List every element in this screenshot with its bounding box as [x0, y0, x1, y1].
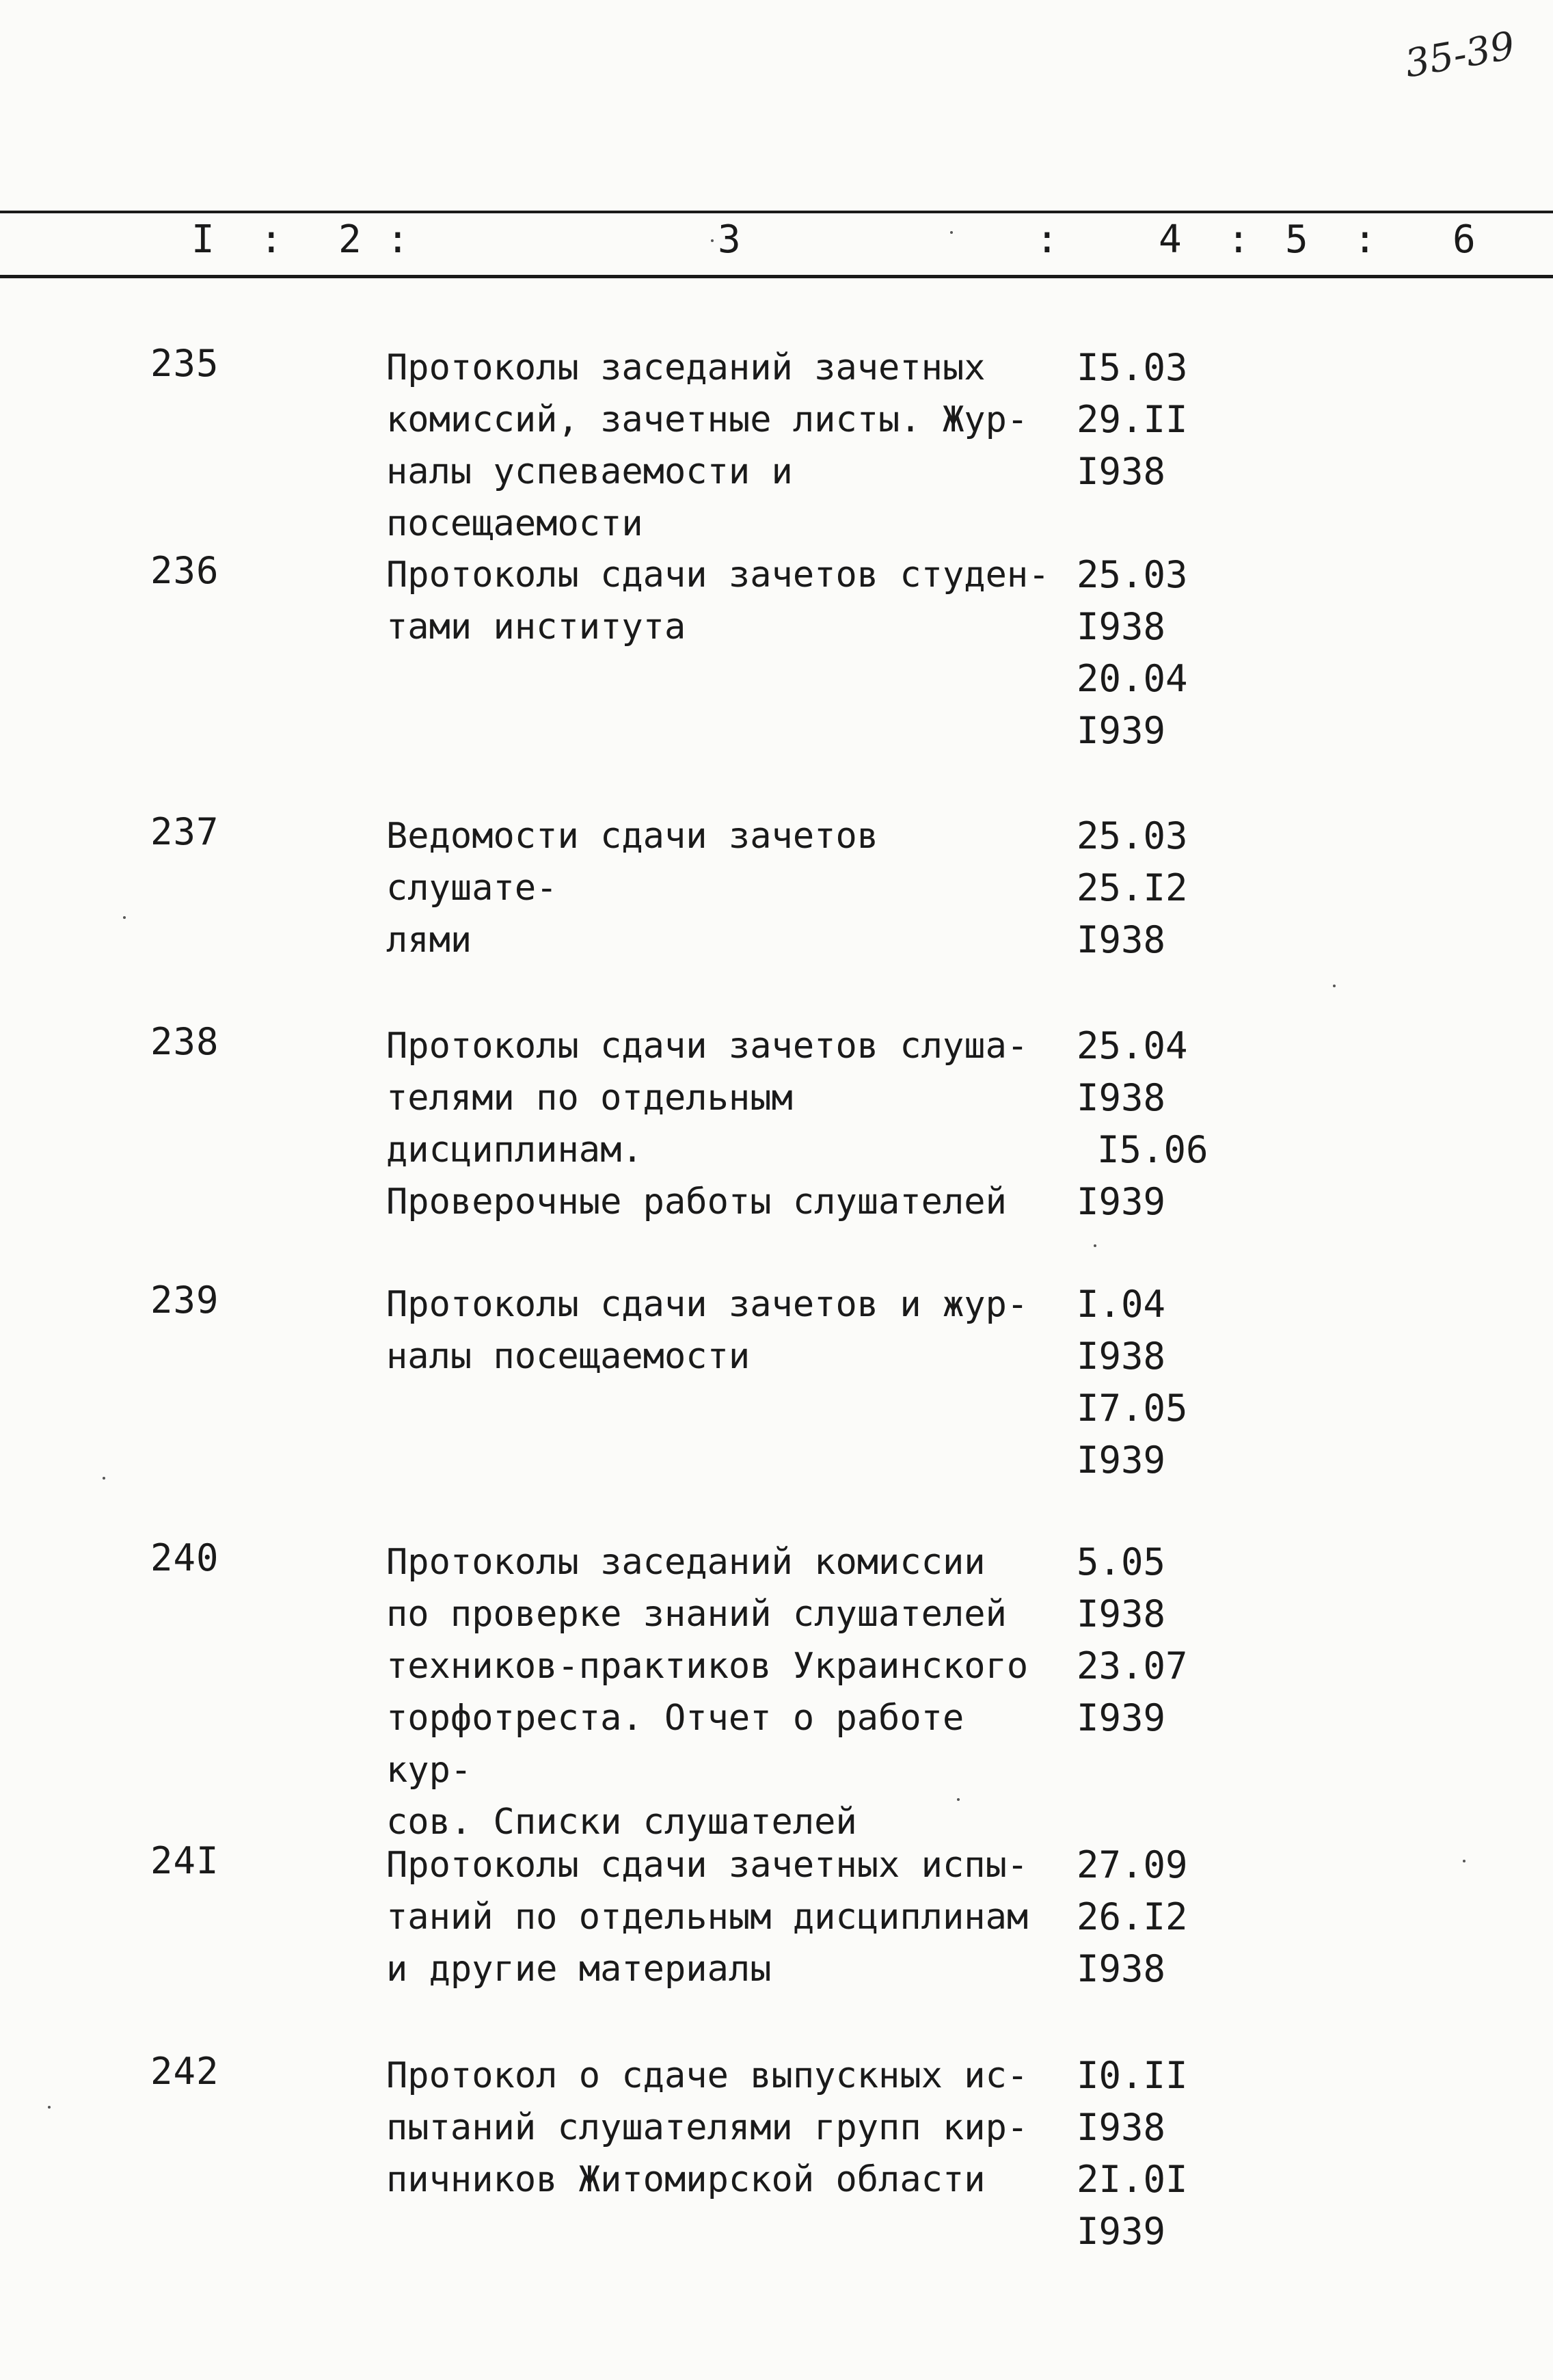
date-end: 25.I2: [1077, 866, 1188, 909]
entry-title: Протоколы сдачи зачетов слуша- телями по отдельным дисциплинам. Проверочные работы слушателей: [386, 1026, 1029, 1222]
entry-title: Протоколы заседаний комиссии по проверке знаний слушателей техников-практиков Украинского торфотреста. Отчет о работе кур- сов. Списки слушателей: [386, 1542, 1029, 1843]
date-end-year: I939: [1077, 1439, 1166, 1482]
date-start: 25.03: [1077, 553, 1188, 596]
scan-speck: [1094, 1244, 1096, 1247]
date-end-year: I939: [1077, 1696, 1166, 1739]
date-start-year: I938: [1077, 605, 1166, 648]
entry-number: 235: [150, 342, 219, 385]
entry-dates: [1077, 2050, 1188, 2258]
date-year: I938: [1077, 918, 1166, 961]
scan-speck: [48, 2106, 51, 2109]
header-bottom-rule: [0, 275, 1553, 278]
date-start: I0.II: [1077, 2054, 1188, 2097]
date-end: I7.05: [1077, 1387, 1188, 1430]
column-header-1: I: [191, 217, 215, 262]
entry-title: Протокол о сдаче выпускных ис- пытаний слушателями групп кир- пичников Житомирской области: [386, 2055, 1029, 2200]
date-end: 29.II: [1077, 398, 1188, 441]
date-end: 26.I2: [1077, 1895, 1188, 1938]
scan-speck: [711, 239, 714, 242]
entry-number: 238: [150, 1020, 219, 1063]
page-number: 35-39: [1401, 23, 1518, 87]
entry-dates: [1077, 549, 1188, 757]
date-end: 2I.0I: [1077, 2158, 1188, 2201]
date-start-year: I938: [1077, 1592, 1166, 1635]
date-start-year: I938: [1077, 1335, 1166, 1378]
date-end-year: I939: [1077, 709, 1166, 752]
entry-number: 239: [150, 1279, 219, 1322]
date-year: I938: [1077, 450, 1166, 493]
scan-speck: [123, 916, 126, 919]
entry-title: Протоколы заседаний зачетных комиссий, зачетные листы. Жур- налы успеваемости и посещаемости: [386, 347, 1029, 544]
date-end-year: I939: [1077, 2210, 1166, 2253]
date-start: 25.04: [1077, 1024, 1188, 1067]
entry-dates: [1077, 1536, 1188, 1744]
entry-title: Протоколы сдачи зачетов и жур- налы посещаемости: [386, 1284, 1029, 1377]
entry-dates: [1077, 1839, 1188, 1995]
date-start-year: I938: [1077, 2106, 1166, 2149]
entry-number: 24I: [150, 1839, 219, 1882]
entry-number: 240: [150, 1536, 219, 1579]
entry-title: Ведомости сдачи зачетов слушате- лями: [386, 816, 879, 961]
scan-speck: [1463, 1860, 1466, 1862]
scan-speck: [1333, 985, 1336, 987]
entry-dates: [1077, 810, 1188, 966]
entry-number: 237: [150, 810, 219, 853]
entry-number: 242: [150, 2050, 219, 2093]
date-end: 20.04: [1077, 657, 1188, 700]
date-end: I5.06: [1097, 1128, 1208, 1171]
date-end-year: I939: [1077, 1180, 1166, 1223]
column-header-2: 2: [338, 217, 362, 262]
scan-speck: [957, 1798, 960, 1801]
entry-dates: [1077, 1279, 1188, 1486]
column-separator: :: [1353, 217, 1377, 262]
date-year: I938: [1077, 1947, 1166, 1990]
column-separator: :: [260, 217, 283, 262]
date-end: 23.07: [1077, 1644, 1188, 1687]
header-top-rule: [0, 211, 1553, 213]
column-header-6: 6: [1453, 217, 1476, 262]
entry-title: Протоколы сдачи зачетов студен- тами института: [386, 554, 1050, 647]
entry-number: 236: [150, 549, 219, 592]
date-start: I5.03: [1077, 346, 1188, 389]
date-start: 27.09: [1077, 1843, 1188, 1886]
date-start: I.04: [1077, 1283, 1166, 1326]
column-separator: :: [1036, 217, 1059, 262]
scan-speck: [950, 231, 953, 234]
column-separator: :: [386, 217, 409, 262]
column-separator: :: [1227, 217, 1250, 262]
date-start: 25.03: [1077, 814, 1188, 857]
entry-dates: [1077, 1020, 1208, 1228]
scan-speck: [103, 1477, 105, 1480]
entry-title: Протоколы сдачи зачетных испы- таний по отдельным дисциплинам и другие материалы: [386, 1845, 1029, 1990]
date-start-year: I938: [1077, 1076, 1166, 1119]
column-header-5: 5: [1285, 217, 1308, 262]
date-start: 5.05: [1077, 1540, 1166, 1583]
column-header-3: 3: [718, 217, 741, 262]
column-header-4: 4: [1159, 217, 1182, 262]
entry-dates: [1077, 342, 1188, 498]
